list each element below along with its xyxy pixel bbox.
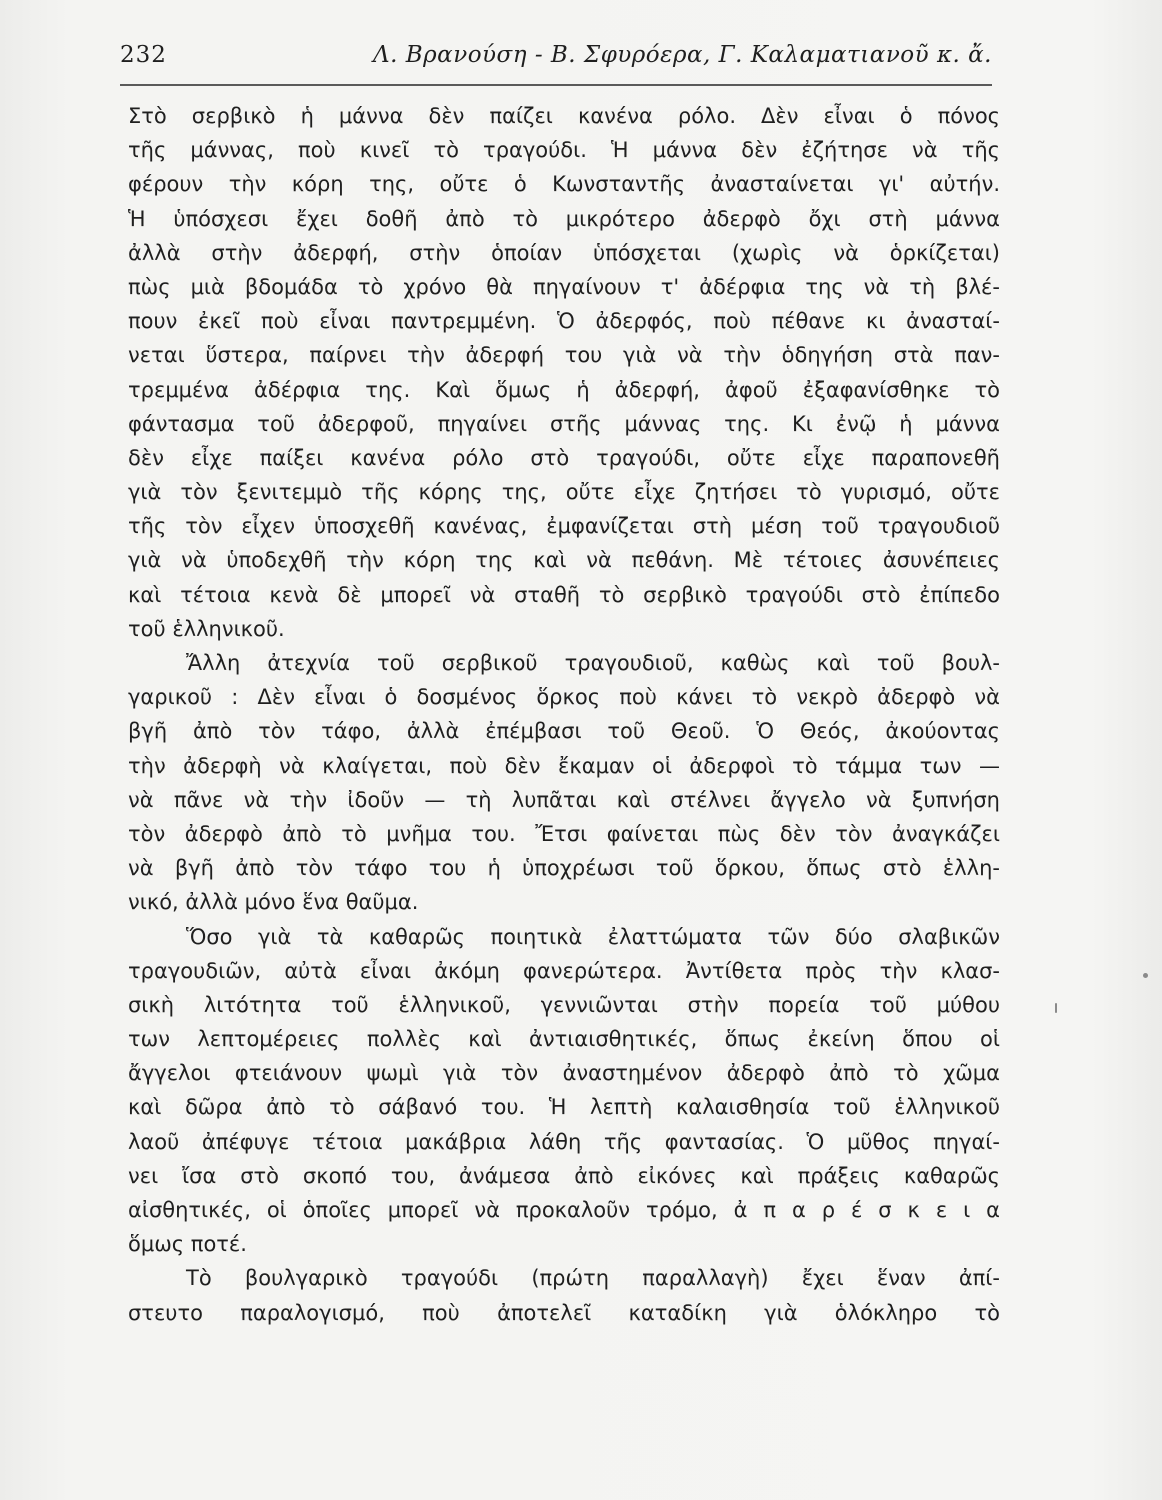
text-line: πουν ἐκεῖ ποὺ εἶναι παντρεμμένη. Ὁ ἀδερφός, ποὺ πέθανε κι ἀνασταί- [128,309,1000,334]
body-text [128,99,1000,1330]
text-line: γαρικοῦ : Δὲν εἶναι ὁ δοσμένος ὅρκος ποὺ κάνει τὸ νεκρὸ ἀδερφὸ νὰ [128,685,1000,710]
text-line: στευτο παραλογισμό, ποὺ ἀποτελεῖ καταδίκη γιὰ ὁλόκληρο τὸ [128,1300,1000,1325]
text-line: βγῆ ἀπὸ τὸν τάφο, ἀλλὰ ἐπέμβασι τοῦ Θεοῦ. Ὁ Θεός, ἀκούοντας [128,719,1000,744]
text-line: τρεμμένα ἀδέρφια της. Καὶ ὅμως ἡ ἀδερφή, ἀφοῦ ἐξαφανίσθηκε τὸ [128,377,1000,402]
text-line: καὶ δῶρα ἀπὸ τὸ σάβανό του. Ἡ λεπτὴ καλαισθησία τοῦ ἑλληνικοῦ [128,1095,1000,1120]
text-line: τῆς μάννας, ποὺ κινεῖ τὸ τραγούδι. Ἡ μάννα δὲν ἐζήτησε νὰ τῆς [128,138,1000,163]
text-line: καὶ τέτοια κενὰ δὲ μπορεῖ νὰ σταθῆ τὸ σερβικὸ τραγούδι στὸ ἐπίπεδο [128,582,1000,607]
text-line: νὰ πᾶνε νὰ τὴν ἰδοῦν — τὴ λυπᾶται καὶ στέλνει ἄγγελο νὰ ξυπνήση [128,787,1000,812]
text-line: πὼς μιὰ βδομάδα τὸ χρόνο θὰ πηγαίνουν τ' ἀδέρφια της νὰ τὴ βλέ- [128,274,1000,299]
text-line: φάντασμα τοῦ ἀδερφοῦ, πηγαίνει στῆς μάννας της. Κι ἐνῷ ἡ μάννα [128,411,1000,436]
header-rule [120,84,992,86]
text-line: νὰ βγῆ ἀπὸ τὸν τάφο του ἡ ὑποχρέωσι τοῦ ὅρκου, ὅπως στὸ ἑλλη- [128,856,1000,881]
paragraph-end-line: νικό, ἀλλὰ μόνο ἕνα θαῦμα. [128,890,419,915]
page-header [120,38,992,78]
text-line: γιὰ τὸν ξενιτεμμὸ τῆς κόρης της, οὔτε εἶχε ζητήσει τὸ γυρισμό, οὔτε [128,480,1000,505]
text-line: λαοῦ ἀπέφυγε τέτοια μακάβρια λάθη τῆς φαντασίας. Ὁ μῦθος πηγαί- [128,1129,1000,1154]
text-line: τὴν ἀδερφὴ νὰ κλαίγεται, ποὺ δὲν ἔκαμαν οἱ ἀδερφοὶ τὸ τάμμα των — [128,753,1000,778]
text-line: γιὰ νὰ ὑποδεχθῆ τὴν κόρη της καὶ νὰ πεθάνη. Μὲ τέτοιες ἀσυνέπειες [128,548,1000,573]
text-line: σικὴ λιτότητα τοῦ ἑλληνικοῦ, γεννιῶνται στὴν πορεία τοῦ μύθου [128,992,1000,1017]
text-line: νει ἴσα στὸ σκοπό του, ἀνάμεσα ἀπὸ εἰκόνες καὶ πράξεις καθαρῶς [128,1163,1000,1188]
paper-speck [1055,1003,1057,1013]
text-line: φέρουν τὴν κόρη της, οὔτε ὁ Κωνσταντῆς ἀνασταίνεται γι' αὐτήν. [128,172,1000,197]
text-line: τῆς τὸν εἶχεν ὑποσχεθῆ κανένας, ἐμφανίζεται στὴ μέση τοῦ τραγουδιοῦ [128,514,1000,539]
paragraph-start-line: Ἄλλη ἀτεχνία τοῦ σερβικοῦ τραγουδιοῦ, καθὼς καὶ τοῦ βουλ- [186,651,1000,675]
paragraph-start-line: Ὅσο γιὰ τὰ καθαρῶς ποιητικὰ ἐλαττώματα τῶν δύο σλαβικῶν [186,924,1000,949]
paragraph-start-line: Τὸ βουλγαρικὸ τραγούδι (πρώτη παραλλαγὴ) ἔχει ἕναν ἀπί- [186,1266,1000,1291]
paper-speck [1143,973,1148,978]
running-head: Λ. Βρανούση - Β. Σφυρόερα, Γ. Καλαματιανοῦ κ. ἄ. [373,42,992,68]
text-line: ἄγγελοι φτειάνουν ψωμὶ γιὰ τὸν ἀναστημένον ἀδερφὸ ἀπὸ τὸ χῶμα [128,1061,1000,1086]
text-line: ἀλλὰ στὴν ἀδερφή, στὴν ὁποίαν ὑπόσχεται (χωρὶς νὰ ὁρκίζεται) [128,240,1000,265]
text-line: αἰσθητικές, οἱ ὁποῖες μπορεῖ νὰ προκαλοῦν τρόμο, ἀ π α ρ έ σ κ ε ι α [128,1198,1000,1222]
text-line: τραγουδιῶν, αὐτὰ εἶναι ἀκόμη φανερώτερα. Ἀντίθετα πρὸς τὴν κλασ- [128,958,1000,983]
text-line: των λεπτομέρειες πολλὲς καὶ ἀντιαισθητικές, ὅπως ἐκείνη ὅπου οἱ [128,1027,1000,1052]
text-line: Στὸ σερβικὸ ἡ μάννα δὲν παίζει κανένα ρόλο. Δὲν εἶναι ὁ πόνος [128,104,1000,128]
text-line: τὸν ἀδερφὸ ἀπὸ τὸ μνῆμα του. Ἔτσι φαίνεται πὼς δὲν τὸν ἀναγκάζει [128,821,1000,846]
text-line: δὲν εἶχε παίξει κανένα ρόλο στὸ τραγούδι, οὔτε εἶχε παραπονεθῆ [128,445,1000,470]
paragraph-end-line: τοῦ ἑλληνικοῦ. [128,616,285,641]
text-line: Ἡ ὑπόσχεσι ἔχει δοθῆ ἀπὸ τὸ μικρότερο ἀδερφὸ ὄχι στὴ μάννα [128,206,1000,231]
text-line: νεται ὕστερα, παίρνει τὴν ἀδερφή του γιὰ νὰ τὴν ὁδηγήση στὰ παν- [128,343,1000,368]
paragraph-end-line: ὅμως ποτέ. [128,1232,247,1257]
page-number: 232 [120,42,167,68]
